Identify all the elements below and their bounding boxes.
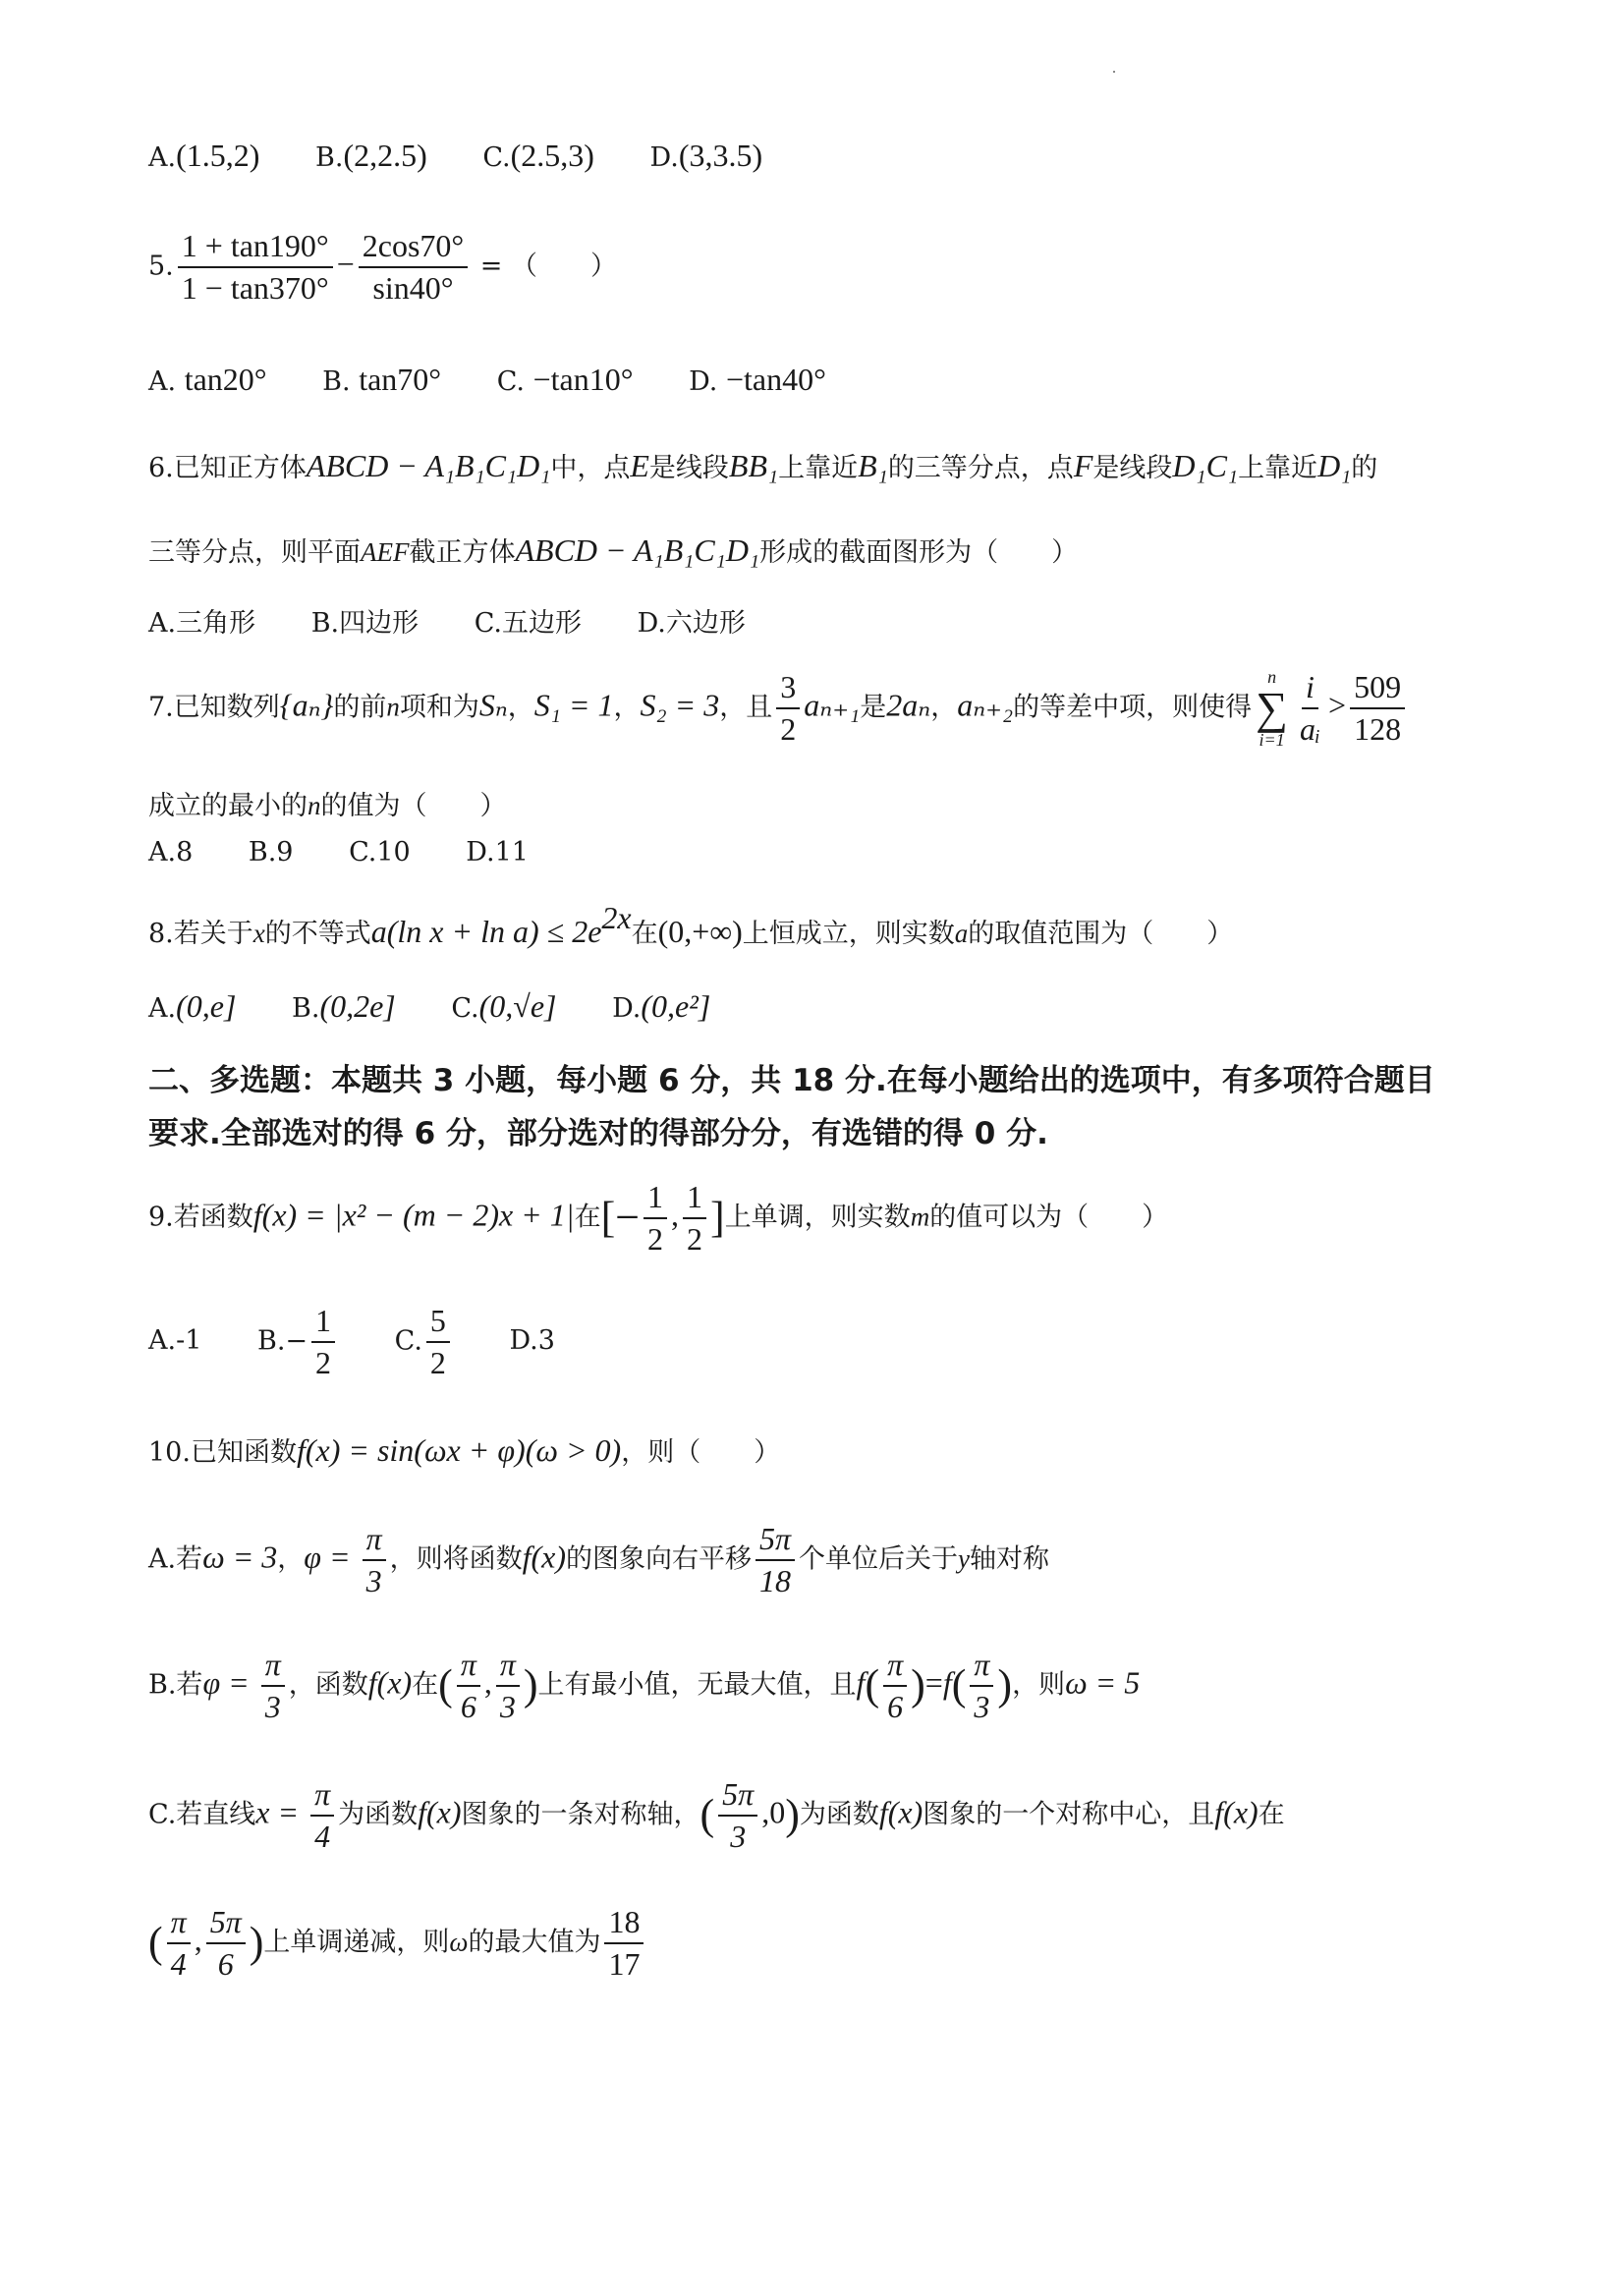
q9-option-d: D.3: [509, 1325, 555, 1357]
q9-option-b-denominator: 2: [315, 1344, 332, 1380]
q9-stem: [148, 1179, 1168, 1258]
q10-text-1: 10.已知函数: [148, 1437, 297, 1468]
q6-point-d1: D₁: [1317, 448, 1352, 483]
q10-b-text-5: ，则: [1012, 1669, 1066, 1701]
q7-sn: Sₙ: [478, 687, 508, 723]
q10-c-l2-comma: ,: [194, 1922, 202, 1958]
q10-a-y: y: [958, 1543, 971, 1574]
q10-a-phi-fraction: [363, 1521, 386, 1599]
q6-line2-text-2: 截正方体: [409, 537, 516, 568]
q5-option-a-label: A.: [148, 366, 177, 397]
q10-b-open-paren: (: [438, 1660, 453, 1709]
q10-b-interval-right-denominator: 3: [499, 1688, 516, 1724]
q5-options: [148, 362, 873, 398]
q9-option-a: A.-1: [148, 1325, 202, 1357]
q6-stem-line-1: [148, 446, 1377, 484]
scan-speck: [1113, 71, 1115, 73]
q10-c-l2-left-denominator: 4: [170, 1945, 187, 1982]
q10-c-fx-1: f(x): [418, 1794, 462, 1830]
q9-left-bracket: [−: [600, 1193, 641, 1242]
q9-option-b-label: B.−: [256, 1325, 308, 1357]
q6-line2-text-3: 形成的截面图形为（ ）: [759, 537, 1079, 568]
q6-options: [148, 601, 793, 640]
q10-a-text-1: A.若: [148, 1543, 203, 1575]
q7-sigma-icon: ∑: [1256, 683, 1288, 733]
q4-option-c-value: (2.5,3): [510, 138, 594, 173]
q5-fraction-2: [359, 228, 468, 307]
q10-b-open-paren-2: (: [865, 1660, 880, 1709]
q10-b-phi-fraction: [261, 1647, 285, 1725]
q10-option-c-line-1: [148, 1776, 1285, 1855]
q10-b-arg-1-denominator: 6: [887, 1688, 904, 1724]
q9-text-2: 在: [574, 1202, 601, 1233]
q9-option-b-numerator: 1: [311, 1303, 335, 1343]
q8-option-a-label: A.: [148, 993, 177, 1024]
q9-text-4: 的值可以为（ ）: [929, 1202, 1169, 1233]
section-2-heading-line-1: 二、多选题：本题共 3 小题，每小题 6 分，共 18 分.在每小题给出的选项中，有多项符合题目: [148, 1063, 1435, 1098]
q8-option-b-label: B.: [292, 993, 320, 1024]
q10-b-f-1: f: [856, 1664, 866, 1701]
q10-c-l2-omega: ω: [449, 1927, 469, 1957]
q4-option-d-value: (3,3.5): [678, 138, 763, 173]
q6-point-b1: B₁: [858, 448, 888, 483]
q9-half-1-numerator: 1: [644, 1179, 667, 1219]
q10-a-phi: φ =: [304, 1539, 359, 1575]
q10-b-equals: =: [924, 1664, 943, 1701]
q7-n: n: [386, 692, 400, 722]
q7-coef-fraction: [776, 669, 800, 748]
q8-option-b-value: (0,2e]: [319, 988, 396, 1024]
q7-stem-line-2: [148, 784, 507, 822]
q10-c-l2-text-2: 的最大值为: [468, 1927, 601, 1958]
q9-comma: ,: [671, 1197, 680, 1233]
q9-function: f(x) = |x² − (m − 2)x + 1|: [252, 1197, 575, 1233]
q6-text-8: 的: [1351, 453, 1378, 483]
q5-option-b-label: B.: [322, 366, 351, 397]
q7-option-c: C.10: [349, 837, 411, 868]
q6-segment-bb1: BB₁: [728, 448, 779, 483]
q10-b-arg-2-denominator: 3: [974, 1688, 990, 1724]
q9-text-3: 上单调，则实数: [724, 1202, 911, 1233]
q8-stem: [148, 900, 1233, 950]
q10-b-arg-2: [970, 1647, 993, 1725]
q9-half-2-denominator: 2: [687, 1220, 703, 1257]
q9-option-b-fraction: [311, 1303, 335, 1381]
q9-text-1: 9.若函数: [148, 1202, 253, 1233]
q10-b-open-paren-3: (: [951, 1660, 967, 1709]
q6-option-c: C.五边形: [474, 608, 582, 639]
q7-summation: [1256, 668, 1288, 749]
q10-c-axis-fraction: [310, 1776, 334, 1855]
q6-stem-line-2: [148, 531, 1078, 569]
q5-option-d-label: D.: [689, 366, 718, 397]
q9-half-2: [683, 1179, 706, 1258]
q10-b-phi-denominator: 3: [264, 1688, 281, 1724]
q10-option-b: [148, 1647, 1140, 1725]
q7-text-4: ，且: [719, 692, 773, 723]
q10-c-l2-close-paren: ): [249, 1918, 264, 1967]
q6-text-1: 6.已知正方体: [148, 453, 307, 483]
q9-option-c-denominator: 2: [429, 1344, 446, 1380]
q7-an1: aₙ₊₁: [804, 687, 861, 723]
q7-option-a: A.8: [148, 837, 194, 868]
q10-a-shift-denominator: 18: [759, 1562, 792, 1598]
q10-b-arg-1: [883, 1647, 907, 1725]
q10-b-close-paren-2: ): [911, 1660, 925, 1709]
q10-c-l2-text-1: 上单调递减，则: [263, 1927, 450, 1958]
q6-text-4: 上靠近: [778, 453, 859, 483]
q7-an2: aₙ₊₂: [957, 687, 1014, 723]
q7-term-fraction: [1296, 669, 1324, 748]
q10-c-open-paren: (: [700, 1790, 715, 1839]
q10-b-text-4: 上有最小值，无最大值，且: [537, 1669, 857, 1701]
q5-stem: [148, 228, 617, 307]
q8-option-c-label: C.: [451, 993, 479, 1024]
q8-option-d-label: D.: [612, 993, 642, 1024]
q10-c-l2-right-denominator: 6: [217, 1945, 234, 1982]
q10-b-close-paren: ): [523, 1660, 538, 1709]
q10-function: f(x) = sin(ωx + φ)(ω > 0): [296, 1432, 622, 1468]
q10-c-l2-result-fraction: [604, 1904, 644, 1983]
section-2-heading-line-2: 要求.全部选对的得 6 分，部分选对的得部分分，有选错的得 0 分.: [148, 1116, 1048, 1151]
q10-a-text-2: ，则将函数: [389, 1543, 523, 1575]
q5-tail: = （ ）: [472, 251, 617, 282]
q7-text-6: 的等差中项，则使得: [1013, 692, 1253, 723]
q10-c-close-paren: ): [785, 1790, 800, 1839]
q8-exponent: 2x: [601, 900, 632, 935]
q7-options: [148, 837, 576, 868]
q5-fraction-1-denominator: 1 − tan370°: [181, 269, 329, 306]
q10-b-text-3: 在: [412, 1669, 439, 1701]
q10-b-comma: ,: [483, 1664, 492, 1701]
q7-line2-text-2: 的值为（ ）: [320, 791, 507, 821]
q8-interval: (0,+∞): [657, 914, 743, 949]
q10-stem: [148, 1430, 780, 1469]
q7-term-denominator: aᵢ: [1299, 711, 1321, 747]
q9-right-bracket: ]: [710, 1193, 725, 1242]
q6-option-b: B.四边形: [310, 608, 420, 639]
q10-c-l2-left-fraction: [167, 1904, 191, 1983]
q4-option-a-label: A.: [148, 142, 177, 173]
q10-b-interval-left-numerator: π: [457, 1647, 480, 1687]
q7-line2-n: n: [308, 791, 321, 820]
q7-text-1: 7.已知数列: [148, 692, 280, 723]
q7-coef-denominator: 2: [780, 711, 797, 747]
q10-c-fx-3: f(x): [1214, 1794, 1259, 1830]
q10-b-omega: ω = 5: [1065, 1664, 1141, 1701]
q4-option-b-label: B.: [315, 142, 344, 173]
q8-option-d-value: (0,e²]: [641, 988, 711, 1024]
q8-option-a-value: (0,e]: [176, 988, 237, 1024]
q10-c-center-fraction: [718, 1776, 757, 1855]
q6-line2-text-1: 三等分点，则平面: [148, 537, 361, 568]
q10-a-phi-numerator: π: [363, 1521, 386, 1561]
q8-option-c-value: (0,√e]: [478, 988, 557, 1024]
q7-s1: S₁ = 1: [533, 687, 614, 723]
q9-half-2-numerator: 1: [683, 1179, 706, 1219]
q8-x: x: [252, 919, 265, 948]
q10-b-close-paren-3: ): [997, 1660, 1013, 1709]
q10-c-center-tail: ,0: [761, 1794, 786, 1830]
q10-a-omega: ω = 3: [202, 1539, 278, 1575]
q10-b-phi-numerator: π: [261, 1647, 285, 1687]
q7-option-d: D.11: [466, 837, 529, 868]
q6-point-f: F: [1073, 448, 1093, 483]
q10-a-text-4: 个单位后关于: [799, 1543, 959, 1575]
q10-b-arg-2-numerator: π: [970, 1647, 993, 1687]
q7-rhs-fraction: [1350, 669, 1405, 748]
q4-options: [148, 138, 810, 174]
q4-option-c-label: C.: [482, 142, 511, 173]
q10-a-fx: f(x): [522, 1539, 567, 1575]
q9-half-1-denominator: 2: [647, 1220, 664, 1257]
q4-option-b-value: (2,2.5): [343, 138, 427, 173]
q10-c-x: x =: [255, 1794, 308, 1830]
q7-text-5: 是: [860, 692, 887, 723]
q10-b-fx: f(x): [367, 1664, 413, 1701]
q10-c-l2-result-denominator: 17: [608, 1945, 641, 1982]
q10-c-center-denominator: 3: [730, 1818, 747, 1854]
q10-b-interval-right: [496, 1647, 520, 1725]
q8-text-3: 在: [631, 919, 658, 949]
q4-option-d-label: D.: [649, 142, 679, 173]
q6-cube: ABCD − A₁B₁C₁D₁: [306, 448, 551, 483]
q9-option-c-label: C.: [394, 1325, 422, 1357]
q7-rhs-numerator: 509: [1350, 669, 1405, 709]
q6-option-d: D.六边形: [637, 608, 746, 639]
q7-text-2: 的前: [333, 692, 387, 723]
q8-options: [148, 988, 757, 1025]
q8-text-1: 8.若关于: [148, 919, 253, 949]
q10-a-shift-fraction: [756, 1521, 795, 1599]
q10-c-text-1: C.若直线: [148, 1799, 256, 1830]
q10-c-text-4: 为函数: [799, 1799, 879, 1830]
q9-option-c-numerator: 5: [426, 1303, 450, 1343]
q10-b-interval-left-denominator: 6: [460, 1688, 476, 1724]
q5-option-c-label: C.: [496, 366, 525, 397]
q9-m: m: [910, 1202, 930, 1232]
q10-c-center-numerator: 5π: [718, 1776, 757, 1817]
q6-text-6: 是线段: [1092, 453, 1173, 483]
q10-b-arg-1-numerator: π: [883, 1647, 907, 1687]
q8-text-5: 的取值范围为（ ）: [968, 919, 1234, 949]
q10-option-c-line-2: [148, 1904, 647, 1983]
q5-option-b-value: tan70°: [359, 362, 442, 397]
q6-point-e: E: [630, 448, 649, 483]
q10-c-text-5: 图象的一个对称中心，且: [923, 1799, 1215, 1830]
q10-a-phi-denominator: 3: [365, 1562, 382, 1598]
q10-text-2: ，则（ ）: [621, 1437, 781, 1468]
q10-option-a: [148, 1521, 1049, 1599]
q8-inequality: a(ln x + ln a) ≤ 2e: [370, 914, 602, 949]
q7-sequence: {aₙ}: [279, 687, 334, 723]
q10-a-shift-numerator: 5π: [756, 1521, 795, 1561]
q10-b-interval-left: [457, 1647, 480, 1725]
q7-text-3: 项和为: [399, 692, 479, 723]
q10-c-axis-numerator: π: [310, 1776, 334, 1817]
q6-text-2: 中，点: [550, 453, 631, 483]
q9-half-1: [644, 1179, 667, 1258]
q8-text-4: 上恒成立，则实数: [742, 919, 955, 949]
q8-a: a: [954, 919, 969, 948]
q5-minus: −: [336, 246, 355, 282]
q6-text-3: 是线段: [648, 453, 729, 483]
q6-text-7: 上靠近: [1238, 453, 1318, 483]
q10-a-text-5: 轴对称: [970, 1543, 1050, 1575]
q10-c-l2-left-numerator: π: [167, 1904, 191, 1944]
q10-c-fx-2: f(x): [878, 1794, 923, 1830]
q5-fraction-1-numerator: 1 + tan190°: [178, 228, 333, 268]
q7-sum-upper: n: [1267, 667, 1277, 687]
q7-coef-numerator: 3: [776, 669, 800, 709]
q6-option-a: A.三角形: [148, 608, 256, 639]
q7-s2: S₂ = 3: [640, 687, 720, 723]
q7-rhs-denominator: 128: [1354, 711, 1402, 747]
q4-option-a-value: (1.5,2): [176, 138, 260, 173]
q7-stem-line-1: 7.已知数列{aₙ}的前n项和为Sₙ，S₁ = 1，S₂ = 3，且 $\frac{3}{2}$ aₙ₊₁是2aₙ，aₙ₊₂的等差中项，则使得 n ∑ i=1 $\frac{i}{\text{aᵢ}}$ > $\frac{509}{128}$: [148, 668, 1409, 749]
q10-b-f-2: f: [942, 1664, 952, 1701]
q5-fraction-2-numerator: 2cos70°: [359, 228, 468, 268]
q10-c-text-6: 在: [1258, 1799, 1285, 1830]
q10-b-text-1: B.若: [148, 1669, 203, 1701]
q10-c-text-2: 为函数: [338, 1799, 419, 1830]
q5-option-a-value: tan20°: [184, 362, 267, 397]
q10-b-text-2: ，函数: [288, 1669, 368, 1701]
q7-line2-text-1: 成立的最小的: [148, 791, 308, 821]
q6-text-5: 的三等分点，点: [887, 453, 1074, 483]
q10-c-l2-right-fraction: [206, 1904, 246, 1983]
q7-sum-lower: i=1: [1259, 730, 1285, 750]
q5-number: 5.: [148, 251, 174, 282]
q6-segment-d1c1: D₁C₁: [1172, 448, 1239, 483]
q5-fraction-1: [178, 228, 333, 307]
q7-gt: >: [1328, 687, 1347, 723]
q10-b-interval-right-numerator: π: [496, 1647, 520, 1687]
q10-a-text-3: 的图象向右平移: [566, 1543, 753, 1575]
q10-b-phi: φ =: [202, 1664, 257, 1701]
q10-c-l2-result-numerator: 18: [604, 1904, 644, 1944]
q7-2an: 2aₙ: [886, 687, 931, 723]
q9-options: [148, 1303, 602, 1381]
q5-option-d-value: −tan40°: [725, 362, 826, 397]
q5-fraction-2-denominator: sin40°: [372, 269, 454, 306]
q6-plane-aef: AEF: [361, 537, 410, 567]
q10-a-comma: ，: [277, 1543, 305, 1575]
q8-text-2: 的不等式: [264, 919, 371, 949]
q10-c-text-3: 图象的一条对称轴，: [461, 1799, 700, 1830]
q10-c-l2-right-numerator: 5π: [206, 1904, 246, 1944]
q7-option-b: B.9: [248, 837, 294, 868]
q10-c-axis-denominator: 4: [314, 1818, 331, 1854]
q7-term-numerator: i: [1302, 669, 1318, 709]
q10-c-l2-open-paren: (: [148, 1918, 163, 1967]
q6-cube-2: ABCD − A₁B₁C₁D₁: [515, 532, 760, 568]
q5-option-c-value: −tan10°: [532, 362, 634, 397]
q9-option-c-fraction: [426, 1303, 450, 1381]
